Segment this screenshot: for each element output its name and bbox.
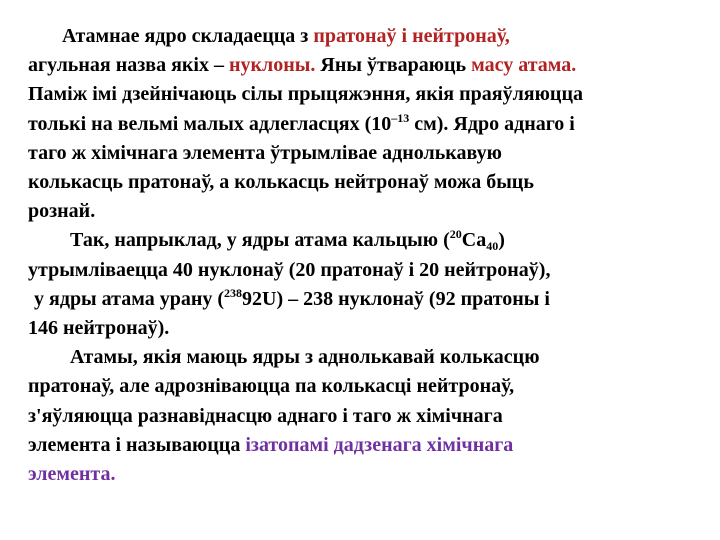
term-protons-neutrons: пратонаў і нейтронаў, [313, 25, 510, 47]
calcium-subscript: 40 [486, 239, 499, 254]
p2-line-1-close: ) [498, 229, 505, 252]
p2-line-3-text: у ядры атама урану ( [34, 287, 225, 310]
calcium-mass-number: 20 [449, 227, 462, 242]
p3-line-5: элемента. [28, 463, 116, 486]
p3-line-2: пратонаў, але адрозніваюцца па колькасці нейтронаў, [28, 375, 515, 398]
calcium-symbol: Са [461, 229, 487, 252]
p1-line-5: таго ж хімічнага элемента ўтрымлівае аднолькавую [28, 141, 502, 164]
p1-line-3: Паміж імі дзейнічаюць сілы прыцяжэння, якія праяўляюцца [28, 83, 583, 106]
term-nucleons: нуклоны. [229, 54, 316, 77]
p2-line-1 [28, 226, 700, 255]
term-isotopes: ізатопамі дадзенага хімічнага [245, 433, 514, 456]
p1-line-4-text-b: см). Ядро аднаго і [409, 112, 575, 135]
p3-line-3: з'яўляюцца разнавіднасцю аднаго і таго ж хімічнага [28, 404, 503, 427]
p2-line-1-text: Так, напрыклад, у ядры атама кальцыю ( [70, 229, 450, 252]
p2-line-4: 146 нейтронаў). [28, 317, 170, 340]
p1-line-7: рознай. [28, 200, 96, 223]
p1-line-4 [28, 110, 700, 139]
uranium-mass-number: 238 [224, 285, 243, 300]
body-text [28, 22, 700, 489]
p2-line-2: утрымліваецца 40 нуклонаў (20 пратонаў і 20 нейтронаў), [28, 258, 551, 281]
term-atom-mass: масу атама. [471, 54, 577, 77]
p2-line-3 [28, 285, 700, 314]
p1-line-2-text-b: Яны ўтвараюць [315, 54, 472, 77]
p1-line-1-text: Атамнае ядро складаецца з [62, 25, 314, 47]
p1-line-2 [28, 51, 700, 80]
p1-line-1 [28, 22, 700, 51]
p3-line-4 [28, 431, 700, 460]
p3-line-1: Атамы, якія маюць ядры з аднолькавай колькасцю [70, 346, 540, 369]
p1-line-4-text: толькі на вельмі малых адлегласцях (10 [28, 112, 392, 135]
p2-line-3-text-b: 92U) – 238 нуклонаў (92 пратоны і [242, 287, 550, 310]
p1-line-6: колькасць пратонаў, а колькасць нейтронаў можа быць [28, 171, 534, 194]
p1-line-2-text: агульная назва якіх – [28, 54, 229, 77]
exponent: –13 [391, 110, 410, 125]
p3-line-4-text: элемента і называюцца [28, 433, 246, 456]
